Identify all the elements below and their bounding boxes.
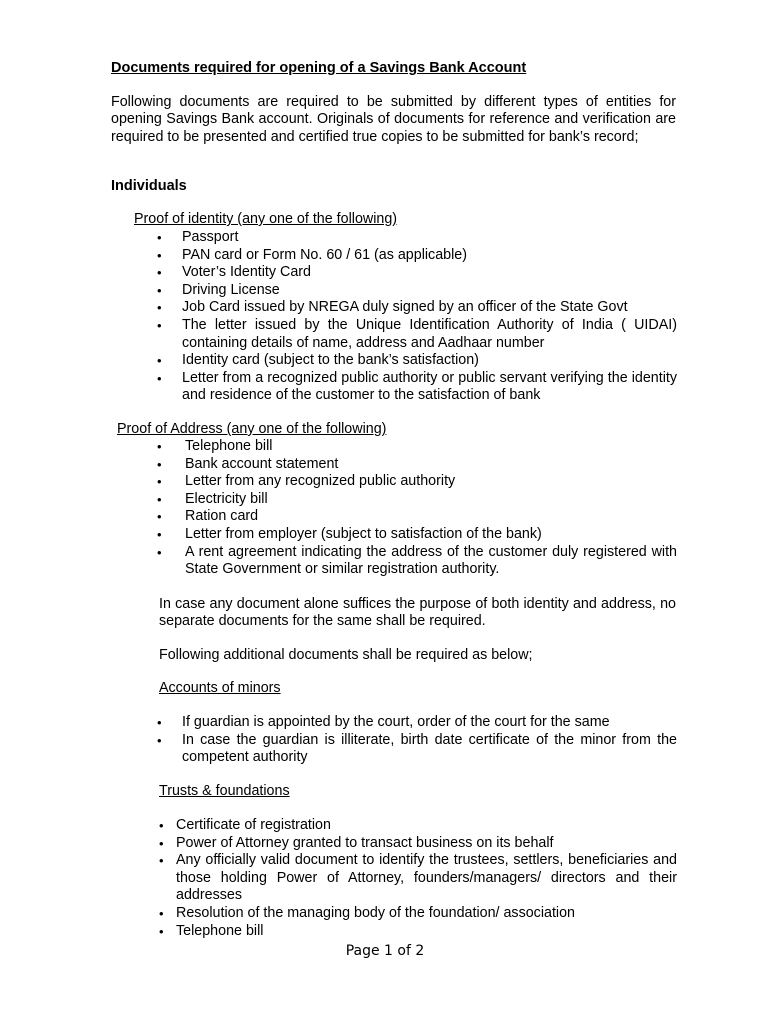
list-item: • Identity card (subject to the bank’s satisfaction)	[157, 352, 479, 369]
bullet-icon: •	[157, 715, 162, 730]
bullet-icon: •	[157, 439, 162, 454]
address-list	[157, 438, 677, 579]
document-title: Documents required for opening of a Savings Bank Account	[111, 60, 527, 76]
bullet-icon: •	[157, 544, 162, 560]
bullet-icon: •	[157, 353, 162, 369]
list-item: • Letter from a recognized public authority or public servant verifying the identity and residence of the customer to the satisfaction of bank	[157, 369, 677, 404]
list-item: • Telephone bill	[157, 438, 273, 454]
trusts-heading: Trusts & foundations	[159, 783, 290, 799]
bullet-icon: •	[157, 526, 162, 542]
list-item: • In case the guardian is illiterate, birth date certificate of the minor from the competent authority	[157, 731, 677, 766]
bullet-icon: •	[157, 474, 162, 490]
bullet-icon: •	[159, 905, 164, 921]
list-item: • Electricity bill	[157, 490, 268, 507]
identity-list	[157, 229, 677, 405]
bullet-icon: •	[157, 509, 162, 525]
list-item: • A rent agreement indicating the address of the customer duly registered with State Government or similar registration authority.	[157, 543, 677, 578]
minors-list	[157, 714, 677, 767]
bullet-icon: •	[157, 456, 162, 472]
list-item: • Ration card	[157, 508, 259, 525]
bullet-icon: •	[157, 300, 162, 316]
list-item: • Voter’s Identity Card	[157, 264, 312, 281]
list-item: • Certificate of registration	[159, 817, 331, 833]
bullet-icon: •	[157, 732, 162, 748]
list-item: • Letter from employer (subject to satisfaction of the bank)	[157, 525, 542, 542]
list-item: • Job Card issued by NREGA duly signed by an officer of the State Govt	[157, 299, 628, 316]
list-item: • Letter from any recognized public authority	[157, 473, 456, 490]
list-item: • If guardian is appointed by the court, order of the court for the same	[157, 714, 610, 730]
list-item: • PAN card or Form No. 60 / 61 (as applicable)	[157, 246, 467, 263]
list-item: • Power of Attorney granted to transact business on its behalf	[159, 834, 554, 851]
address-heading: Proof of Address (any one of the following)	[117, 421, 387, 437]
list-item: • The letter issued by the Unique Identification Authority of India ( UIDAI) containing details of name, address and Aadhaar number	[157, 316, 677, 351]
list-item: • Driving License	[157, 281, 280, 298]
list-item: • Telephone bill	[159, 922, 264, 939]
additional-note-paragraph: Following additional documents shall be required as below;	[159, 647, 533, 663]
trusts-list	[159, 817, 677, 940]
list-item: • Bank account statement	[157, 455, 339, 472]
bullet-icon: •	[159, 818, 164, 833]
list-item: • Any officially valid document to identify the trustees, settlers, beneficiaries and those holding Power of Attorney, founders/managers/ directors and their addresses	[159, 852, 677, 904]
bullet-icon: •	[157, 317, 162, 333]
intro-paragraph: Following documents are required to be submitted by different types of entities for opening Savings Bank account. Originals of documents for reference and verification are required to be presented and certified true copies to be submitted for bank’s record;	[111, 94, 676, 145]
bullet-icon: •	[157, 491, 162, 507]
bullet-icon: •	[157, 230, 162, 245]
bullet-icon: •	[157, 370, 162, 386]
identity-heading: Proof of identity (any one of the following)	[134, 211, 398, 227]
list-item: • Passport	[157, 229, 239, 245]
bullet-icon: •	[159, 923, 164, 939]
bullet-icon: •	[157, 247, 162, 263]
bullet-icon: •	[159, 835, 164, 851]
bullet-icon: •	[157, 282, 162, 298]
both-note-paragraph: In case any document alone suffices the purpose of both identity and address, no separate documents for the same shall be required.	[159, 596, 676, 630]
individuals-heading: Individuals	[111, 178, 187, 194]
list-item: • Resolution of the managing body of the foundation/ association	[159, 904, 576, 921]
page-footer: Page 1 of 2	[345, 943, 425, 959]
minors-heading: Accounts of minors	[159, 680, 281, 696]
bullet-icon: •	[159, 853, 164, 869]
bullet-icon: •	[157, 265, 162, 281]
